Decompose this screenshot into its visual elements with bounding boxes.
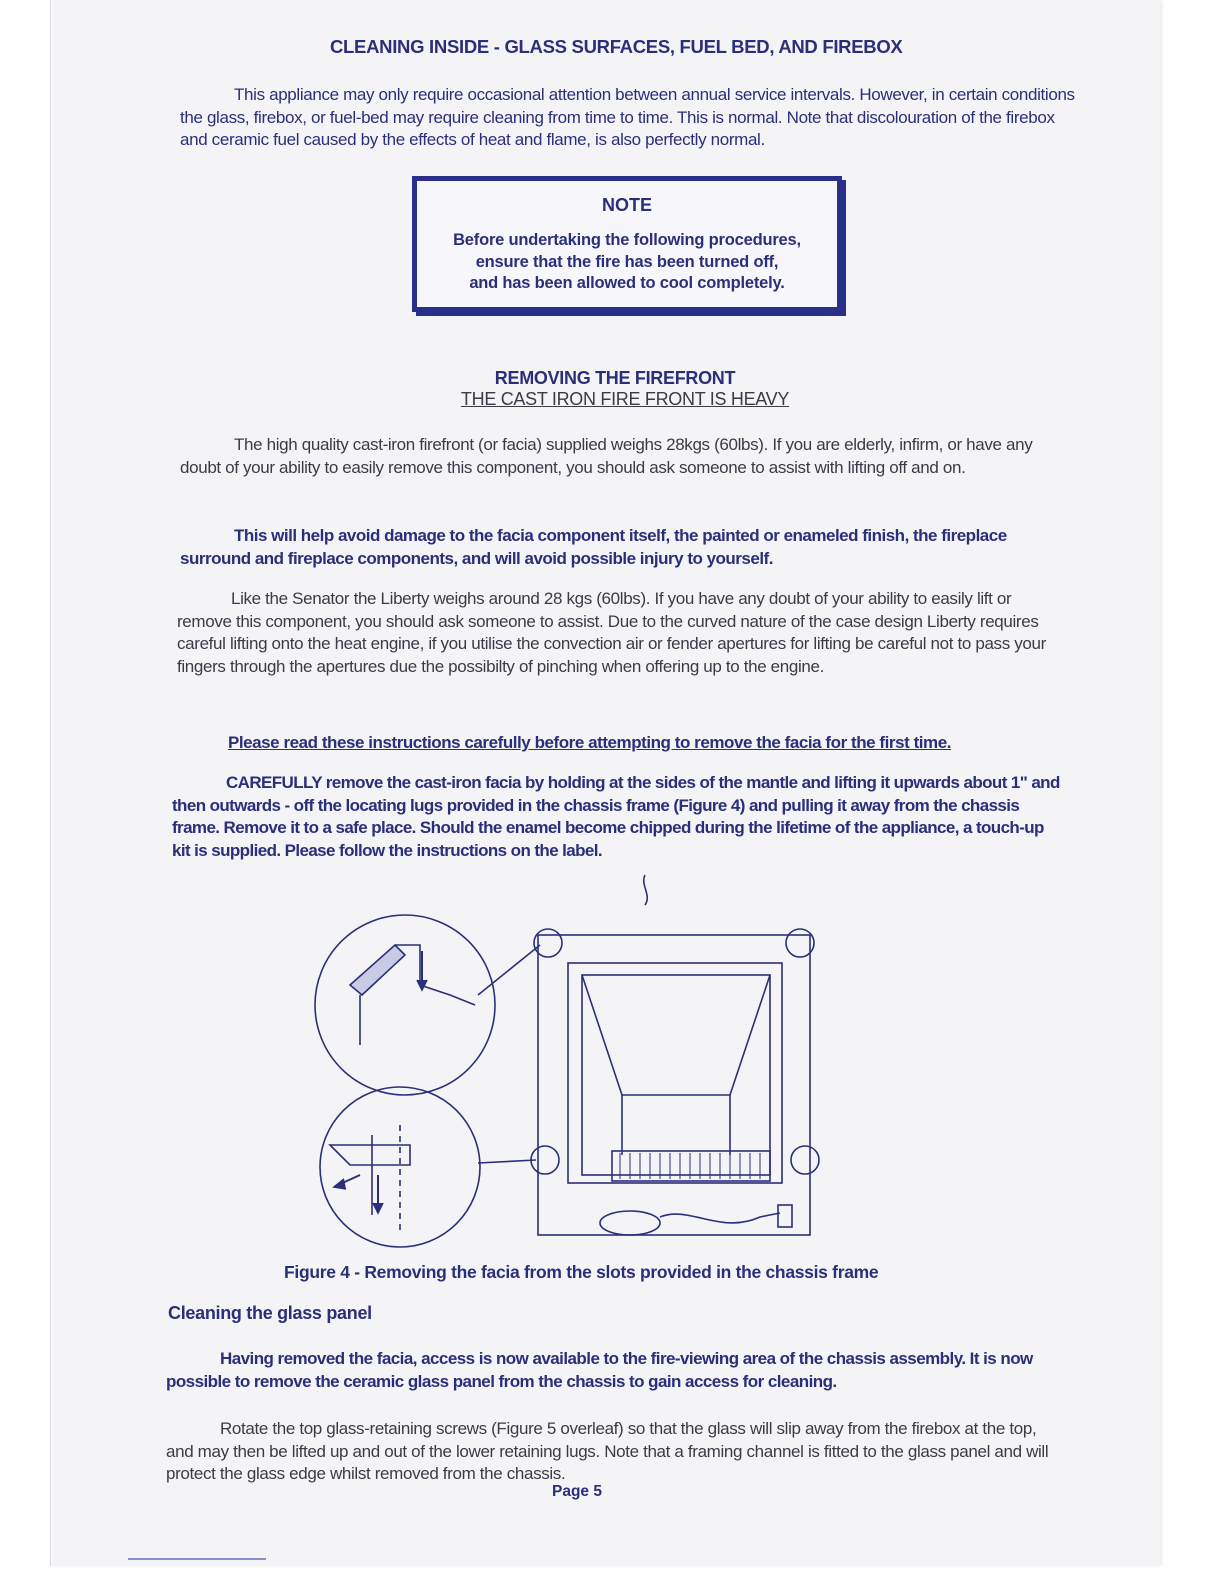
gas-valve xyxy=(600,1211,660,1235)
weight-paragraph: The high quality cast-iron firefront (or facia) supplied weighs 28kgs (60lbs). If you are elderly, infirm, or have any doubt of your ability to easily remove this component, you should ask someone to assist with lifting off and on. xyxy=(180,435,1033,477)
firebox-back-edge xyxy=(622,1095,730,1155)
leader-line-bottom xyxy=(478,1160,536,1163)
glass-paragraph-2: Rotate the top glass-retaining screws (Figure 5 overleaf) so that the glass will slip away from the firebox at the top, and may then be lifted up and out of the lower retaining lugs. Note that a framing channel is fitted to the glass panel and will protect the glass edge whilst removed from the chassis. xyxy=(166,1419,1049,1483)
gas-pipe xyxy=(660,1213,780,1223)
arrow-head xyxy=(373,1203,383,1213)
figure-caption: Figure 4 - Removing the facia from the slots provided in the chassis frame xyxy=(284,1262,879,1282)
note-line: ensure that the fire has been turned off, xyxy=(475,252,779,271)
note-line: Before undertaking the following procedures, xyxy=(453,231,801,249)
section-heading-removing: REMOVING THE FIREFRONT xyxy=(494,368,736,388)
lug-lower xyxy=(330,1135,410,1215)
facia-lug-top xyxy=(350,945,405,995)
arrow-head xyxy=(417,980,427,990)
damage-paragraph: This will help avoid damage to the facia component itself, the painted or enameled finish, the fireplace surround and fireplace components, and will avoid possible injury to yourself. xyxy=(180,526,1007,568)
page-number: Page 5 xyxy=(552,1483,602,1500)
removal-paragraph: CAREFULLY remove the cast-iron facia by holding at the sides of the mantle and lifting it upwards about 1" and then outwards - off the locating lugs provided in the chassis frame (Figure 4) and pulling it away from the chassis frame. Remove it to a safe place. Should the enamel become chipped during the lifetime of the appliance, a touch-up kit is supplied. Please follow the instructions on the label. xyxy=(172,773,1060,860)
note-line: and has been allowed to cool completely. xyxy=(469,274,785,292)
firebox-opening xyxy=(568,963,782,1183)
pointer-mark xyxy=(644,875,648,905)
figure-4-diagram xyxy=(300,855,820,1255)
fuel-bed-grate xyxy=(612,1151,770,1181)
note-text xyxy=(417,230,837,295)
detail-circle-top xyxy=(315,915,495,1095)
intro-paragraph: This appliance may only require occasional attention between annual service intervals. However, in certain conditions the glass, firebox, or fuel-bed may require cleaning from time to time. This is normal. Note that discolouration of the firebox and ceramic fuel caused by the effects of heat and flame, is also perfectly normal. xyxy=(180,85,1075,149)
page-margin xyxy=(0,0,52,1584)
scan-artifact-line xyxy=(128,1558,266,1560)
detail-circle-bottom xyxy=(320,1087,480,1247)
firebox-perspective xyxy=(582,975,770,1095)
binding-edge xyxy=(50,0,51,1566)
arrow-head xyxy=(334,1179,346,1189)
note-heading: NOTE xyxy=(601,195,652,215)
locating-lug-right xyxy=(791,1146,819,1174)
heavy-warning: THE CAST IRON FIRE FRONT IS HEAVY xyxy=(460,389,790,409)
liberty-paragraph: Like the Senator the Liberty weighs around 28 kgs (60lbs). If you have any doubt of your ability to easily lift or remove this component, you should ask someone to assist. Due to the curved nature of the case design Liberty requires careful lifting onto the heat engine, if you utilise the convection air or fender apertures for lifting be careful not to pass your fingers through the apertures due the possibilty of pinching when offering up to the engine. xyxy=(177,589,1046,676)
section-heading-glass: Cleaning the glass panel xyxy=(168,1303,372,1323)
control-knob xyxy=(778,1205,792,1227)
note-box xyxy=(412,176,842,312)
read-first-instruction: Please read these instructions carefully before attempting to remove the facia for the first time. xyxy=(228,733,952,752)
glass-paragraph-1: Having removed the facia, access is now available to the fire-viewing area of the chassis assembly. It is now possible to remove the ceramic glass panel from the chassis to gain access for cleaning. xyxy=(166,1349,1033,1391)
glass-panel xyxy=(582,975,770,1175)
page-title: CLEANING INSIDE - GLASS SURFACES, FUEL BED, AND FIREBOX xyxy=(330,36,903,57)
